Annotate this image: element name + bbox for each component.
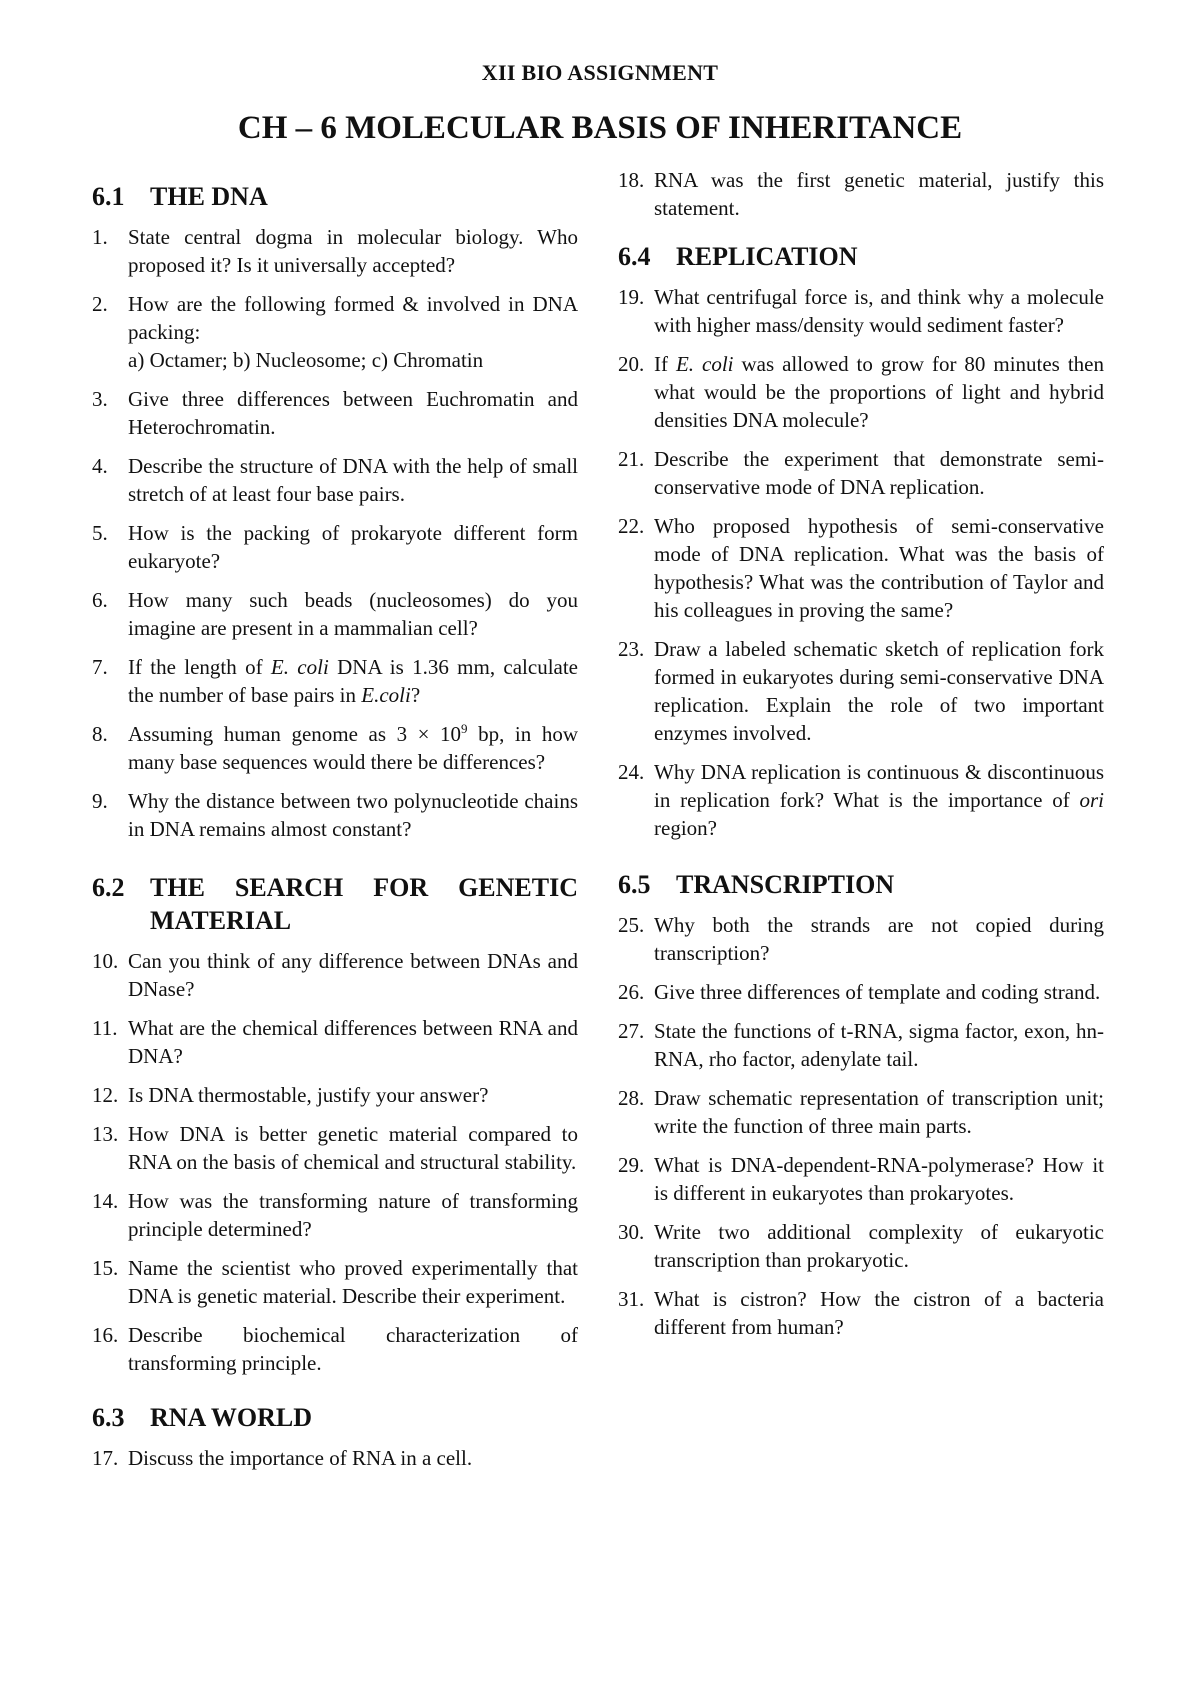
right-column [618, 166, 1104, 1352]
question-number: 6. [92, 588, 108, 612]
question-number: 12. [92, 1083, 119, 1107]
question-text: How is the packing of prokaryote different form eukaryote? [128, 521, 578, 573]
question-item [92, 787, 578, 843]
question-text: How DNA is better genetic material compared to RNA on the basis of chemical and structural stability. [128, 1122, 578, 1174]
question-text: What is cistron? How the cistron of a bacteria different from human? [654, 1287, 1104, 1339]
question-text: How many such beads (nucleosomes) do you imagine are present in a mammalian cell? [128, 588, 578, 640]
question-text: Draw schematic representation of transcription unit; write the function of three main parts. [654, 1086, 1104, 1138]
section-heading [92, 180, 578, 213]
text-run: Why DNA replication is continuous & discontinuous in replication fork? What is the importance of [654, 760, 1104, 812]
question-item [618, 635, 1104, 747]
question-item [92, 1120, 578, 1176]
question-item [92, 290, 578, 374]
question-text: Describe biochemical characterization of transforming principle. [128, 1323, 578, 1375]
question-item [618, 1017, 1104, 1073]
question-text: How was the transforming nature of transforming principle determined? [128, 1189, 578, 1241]
question-item [92, 586, 578, 642]
question-text: Give three differences between Euchromatin and Heterochromatin. [128, 387, 578, 439]
section-number: 6.5 [618, 870, 651, 899]
question-number: 16. [92, 1323, 119, 1347]
question-item [618, 978, 1104, 1006]
question-number: 26. [618, 980, 645, 1004]
question-item [92, 1081, 578, 1109]
question-number: 18. [618, 168, 645, 192]
question-number: 9. [92, 789, 108, 813]
section-title: RNA WORLD [150, 1403, 313, 1432]
question-item [618, 1084, 1104, 1140]
question-item [618, 283, 1104, 339]
question-number: 7. [92, 655, 108, 679]
question-text: Give three differences of template and coding strand. [654, 980, 1101, 1004]
question-text: Name the scientist who proved experimentally that DNA is genetic material. Describe their experiment. [128, 1256, 578, 1308]
section-number: 6.2 [92, 873, 125, 902]
question-text: Is DNA thermostable, justify your answer? [128, 1083, 489, 1107]
question-text: State central dogma in molecular biology. Who proposed it? Is it universally accepted? [128, 225, 578, 277]
italic-term: E. coli [675, 352, 734, 376]
question-item [618, 350, 1104, 434]
question-text: Describe the experiment that demonstrate semi-conservative mode of DNA replication. [654, 447, 1104, 499]
question-text [654, 758, 1104, 842]
question-number: 4. [92, 454, 108, 478]
section-title: THE SEARCH FOR GENETIC MATERIAL [150, 873, 578, 935]
question-text: Describe the structure of DNA with the help of small stretch of at least four base pairs. [128, 454, 578, 506]
question-subparts: a) Octamer; b) Nucleosome; c) Chromatin [128, 348, 484, 372]
section-title: THE DNA [150, 182, 268, 211]
section-heading [618, 868, 1104, 901]
question-item [92, 519, 578, 575]
question-item [92, 223, 578, 279]
text-run: ? [410, 683, 421, 707]
question-item [92, 947, 578, 1003]
question-text: Write two additional complexity of eukaryotic transcription than prokaryotic. [654, 1220, 1104, 1272]
question-item [92, 1254, 578, 1310]
question-number: 3. [92, 387, 108, 411]
section-title: REPLICATION [676, 242, 858, 271]
question-item [618, 512, 1104, 624]
question-number: 20. [618, 352, 645, 376]
question-item [618, 911, 1104, 967]
question-number: 28. [618, 1086, 645, 1110]
question-number: 31. [618, 1287, 645, 1311]
question-item [92, 1444, 578, 1472]
question-item [618, 1151, 1104, 1207]
question-item [92, 653, 578, 709]
question-number: 8. [92, 722, 108, 746]
left-column [92, 166, 578, 1483]
question-number: 11. [92, 1016, 118, 1040]
question-text [128, 653, 578, 709]
question-text: What centrifugal force is, and think why a molecule with higher mass/density would sediment faster? [654, 285, 1104, 337]
question-text: Why the distance between two polynucleotide chains in DNA remains almost constant? [128, 789, 578, 841]
question-number: 19. [618, 285, 645, 309]
question-item [618, 166, 1104, 222]
question-number: 22. [618, 514, 645, 538]
question-number: 21. [618, 447, 645, 471]
question-number: 29. [618, 1153, 645, 1177]
text-run: was allowed to grow for 80 minutes then what would be the proportions of light and hybrid densities DNA molecule? [654, 352, 1104, 432]
question-number: 13. [92, 1122, 119, 1146]
question-text: Why both the strands are not copied during transcription? [654, 913, 1104, 965]
text-run: region? [654, 816, 717, 840]
chapter-title: CH – 6 MOLECULAR BASIS OF INHERITANCE [237, 110, 963, 146]
section-heading [92, 871, 578, 937]
question-item [92, 1014, 578, 1070]
question-number: 17. [92, 1446, 119, 1470]
text-run: Assuming human genome as 3 × 10 [128, 722, 462, 746]
question-text: RNA was the first genetic material, justify this statement. [654, 168, 1104, 220]
text-run: DNA is 1.36 mm, calculate the number of base pairs in [128, 655, 579, 707]
question-number: 24. [618, 760, 645, 784]
text-run: If [654, 352, 676, 376]
text-run: bp, in how many base sequences would there be differences? [128, 722, 578, 774]
question-number: 27. [618, 1019, 645, 1043]
question-item [618, 758, 1104, 842]
question-number: 14. [92, 1189, 119, 1213]
text-run: If the length of [128, 655, 271, 679]
question-item [92, 1321, 578, 1377]
question-text: State the functions of t-RNA, sigma factor, exon, hn-RNA, rho factor, adenylate tail. [654, 1019, 1104, 1071]
italic-term: ori [1079, 788, 1104, 812]
question-text: Discuss the importance of RNA in a cell. [128, 1446, 473, 1470]
question-number: 1. [92, 225, 108, 249]
section-title: TRANSCRIPTION [676, 870, 895, 899]
question-text [128, 290, 578, 374]
question-text [128, 720, 578, 776]
question-item [92, 720, 578, 776]
question-number: 25. [618, 913, 645, 937]
section-heading [92, 1401, 578, 1434]
question-item [92, 452, 578, 508]
question-number: 15. [92, 1256, 119, 1280]
question-text: What is DNA-dependent-RNA-polymerase? How it is different in eukaryotes than prokaryotes. [654, 1153, 1104, 1205]
question-item [618, 1285, 1104, 1341]
question-text: Can you think of any difference between DNAs and DNase? [128, 949, 578, 1001]
question-number: 10. [92, 949, 119, 973]
document-header: XII BIO ASSIGNMENT [481, 60, 719, 85]
italic-term: E.coli [361, 683, 411, 707]
section-number: 6.3 [92, 1403, 125, 1432]
question-item [618, 1218, 1104, 1274]
question-item [92, 385, 578, 441]
italic-term: E. coli [270, 655, 329, 679]
question-text-main: How are the following formed & involved in DNA packing: [128, 292, 578, 344]
question-number: 2. [92, 292, 108, 316]
question-text: Draw a labeled schematic sketch of replication fork formed in eukaryotes during semi-conservative DNA replication. Explain the role of two important enzymes involved. [654, 637, 1104, 745]
question-item [92, 1187, 578, 1243]
question-number: 30. [618, 1220, 645, 1244]
exponent: 9 [461, 721, 468, 736]
section-number: 6.1 [92, 182, 125, 211]
question-text: Who proposed hypothesis of semi-conservative mode of DNA replication. What was the basis of hypothesis? What was the contribution of Taylor and his colleagues in proving the same? [654, 514, 1104, 622]
section-number: 6.4 [618, 242, 651, 271]
question-number: 23. [618, 637, 645, 661]
question-number: 5. [92, 521, 108, 545]
question-text [654, 350, 1104, 434]
section-heading [618, 240, 1104, 273]
question-text: What are the chemical differences between RNA and DNA? [128, 1016, 578, 1068]
question-item [618, 445, 1104, 501]
